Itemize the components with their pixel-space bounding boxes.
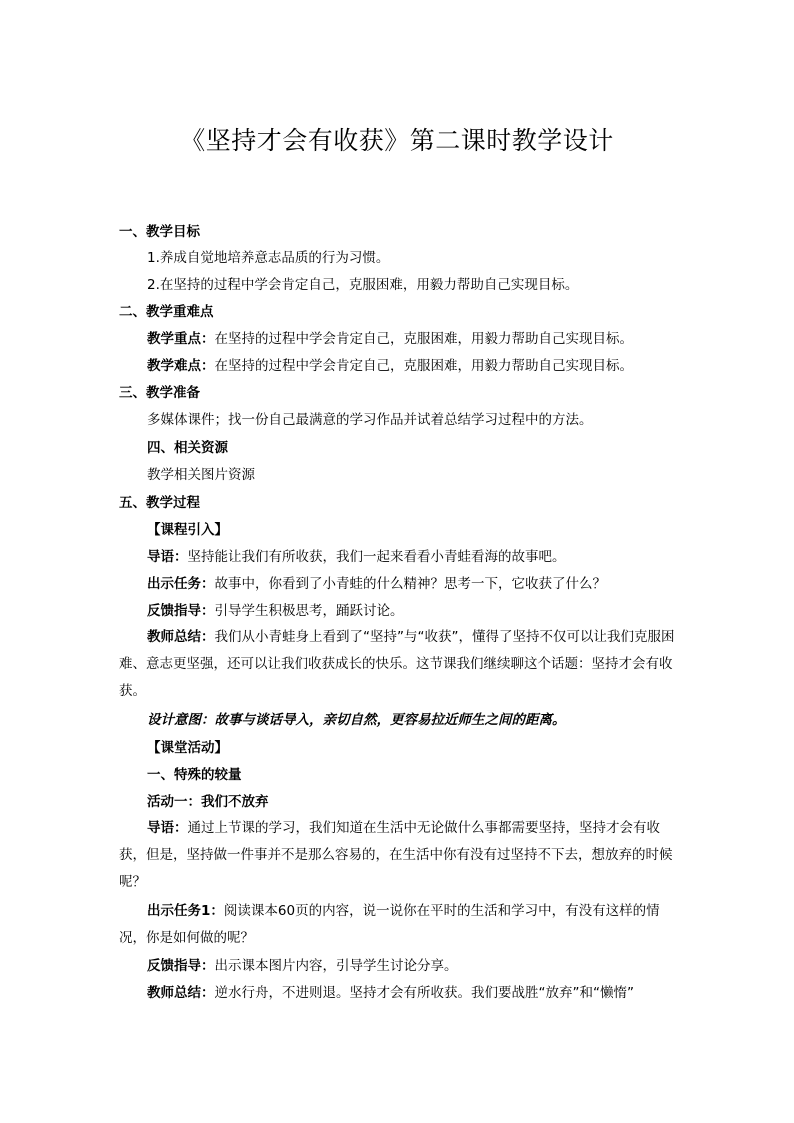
part-1-heading: 一、特殊的较量 bbox=[147, 767, 242, 783]
objective-item-1: 1.养成自觉地培养意志品质的行为习惯。 bbox=[147, 250, 390, 266]
section-heading-objectives: 一、教学目标 bbox=[119, 224, 200, 240]
preparation-text: 多媒体课件；找一份自己最满意的学习作品并试着总结学习过程中的方法。 bbox=[147, 412, 593, 428]
design-intent-note: 设计意图：故事与谈话导入，亲切自然，更容易拉近师生之间的距离。 bbox=[147, 712, 566, 728]
activity-1-heading: 活动一：我们不放弃 bbox=[147, 794, 269, 810]
intro-task-line: 出示任务：故事中，你看到了小青蛙的什么精神？思考一下，它收获了什么？ bbox=[147, 576, 606, 592]
activity-feedback-line: 反馈指导：出示课本图片内容，引导学生讨论分享。 bbox=[147, 958, 458, 974]
section-heading-resources: 四、相关资源 bbox=[147, 440, 228, 456]
intro-guide-line: 导语：坚持能让我们有所收获，我们一起来看看小青蛙看海的故事吧。 bbox=[147, 549, 566, 565]
resources-text: 教学相关图片资源 bbox=[147, 467, 255, 483]
activity-guide-paragraph: 导语：通过上节课的学习，我们知道在生活中无论做什么事都需要坚持，坚持才会有收获，但是，坚持做一件事并不是那么容易的，在生活中你有没有过坚持不下去，想放弃的时候呢？ bbox=[119, 820, 673, 890]
course-intro-heading: 【课程引入】 bbox=[147, 522, 228, 538]
objective-item-2: 2.在坚持的过程中学会肯定自己，克服困难，用毅力帮助自己实现目标。 bbox=[147, 277, 579, 293]
activity-task-paragraph: 出示任务1：阅读课本60页的内容，说一说你在平时的生活和学习中，有没有这样的情况，你是如何做的呢？ bbox=[119, 903, 660, 946]
difficult-point-line: 教学难点：在坚持的过程中学会肯定自己，克服困难，用毅力帮助自己实现目标。 bbox=[147, 358, 633, 374]
section-heading-key-points: 二、教学重难点 bbox=[119, 304, 214, 320]
document-title: 《坚持才会有收获》第二课时教学设计 bbox=[180, 126, 614, 155]
class-activity-heading: 【课堂活动】 bbox=[147, 740, 228, 756]
intro-summary-paragraph: 教师总结：我们从小青蛙身上看到了“坚持”与“收获”，懂得了坚持不仅可以让我们克服困难、意志更坚强，还可以让我们收获成长的快乐。这节课我们继续聊这个话题：坚持才会有收获。 bbox=[119, 629, 675, 699]
section-heading-process: 五、教学过程 bbox=[119, 495, 200, 511]
key-point-line: 教学重点：在坚持的过程中学会肯定自己，克服困难，用毅力帮助自己实现目标。 bbox=[147, 331, 633, 347]
intro-feedback-line: 反馈指导：引导学生积极思考，踊跃讨论。 bbox=[147, 603, 404, 619]
activity-summary-line: 教师总结：逆水行舟，不进则退。坚持才会有所收获。我们要战胜“放弃”和“懒惰” bbox=[147, 985, 634, 1001]
section-heading-preparation: 三、教学准备 bbox=[119, 385, 200, 401]
